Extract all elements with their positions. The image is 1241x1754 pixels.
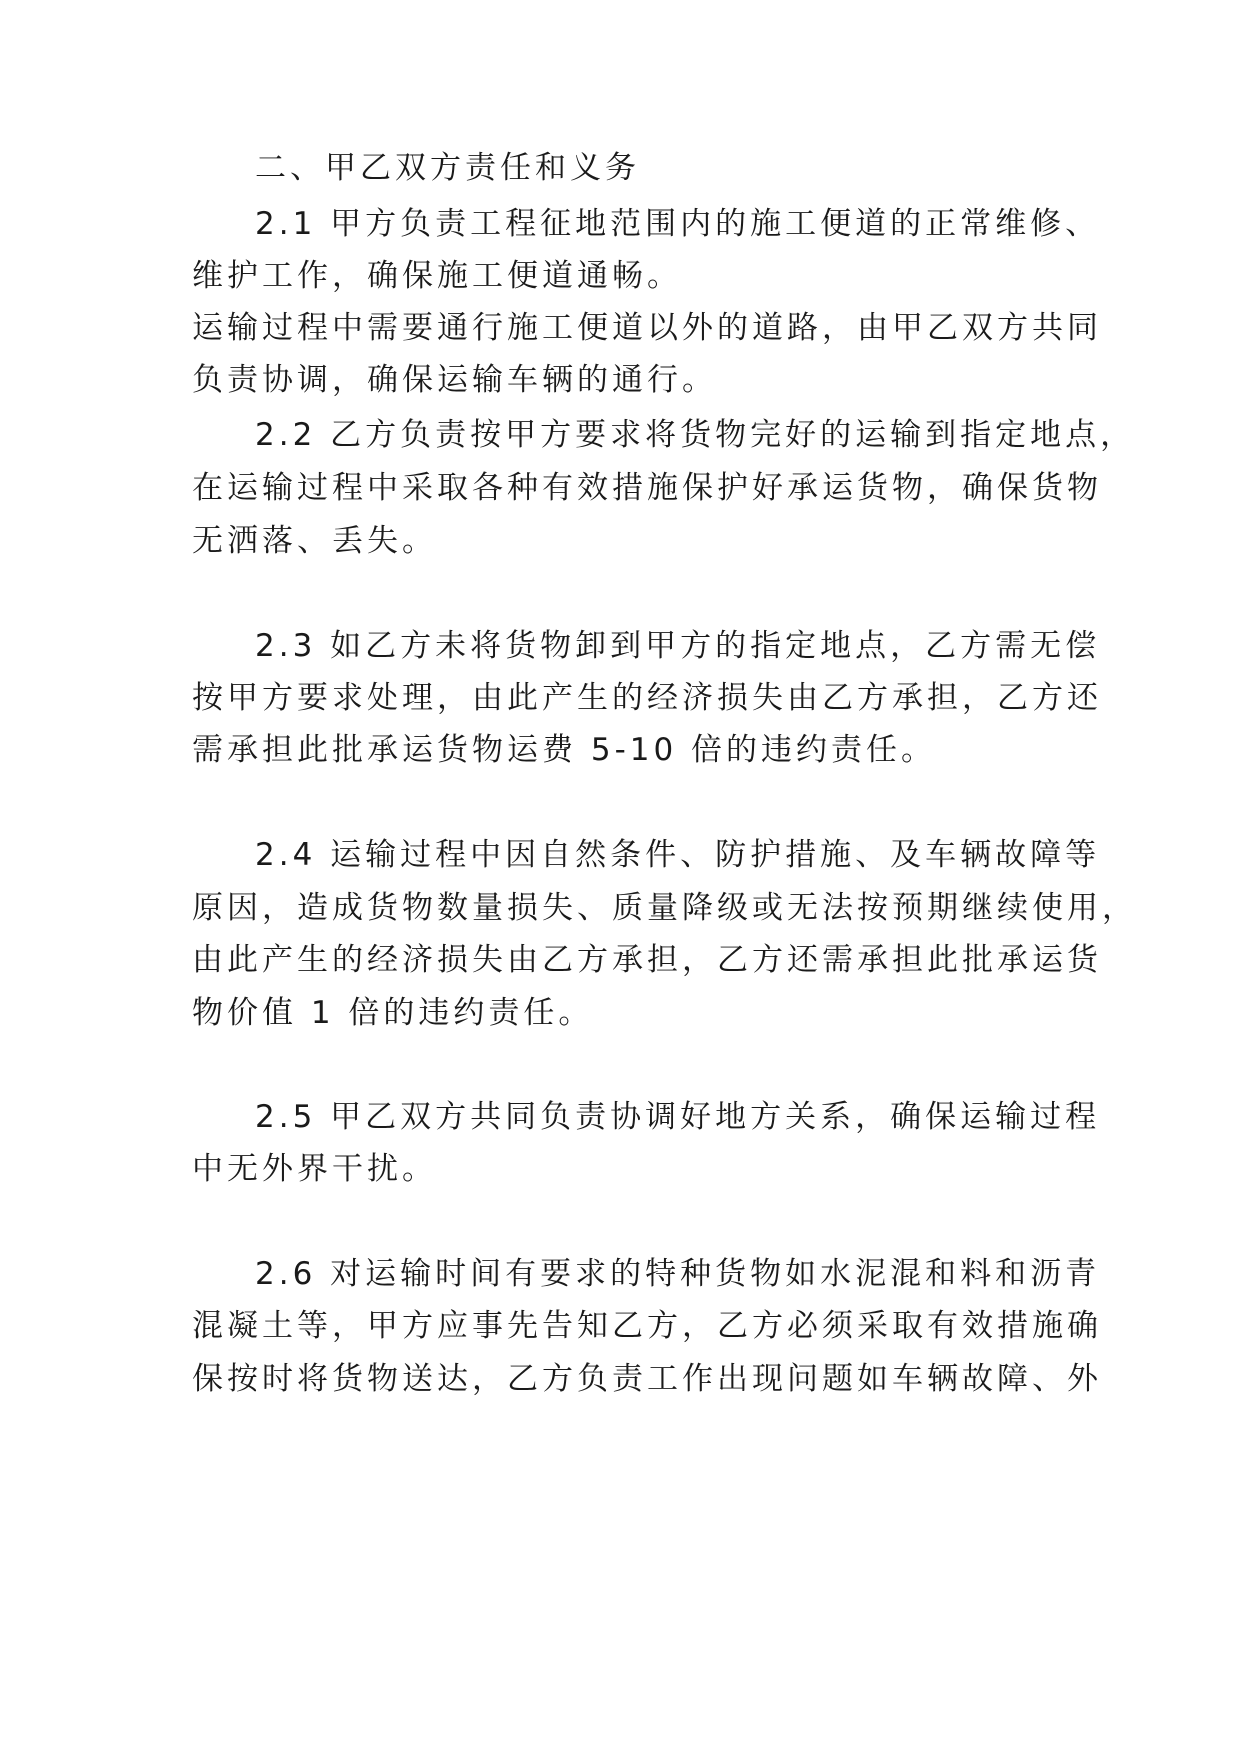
- paragraph-2-6-line-2: 混凝土等，甲方应事先告知乙方，乙方必须采取有效措施确: [192, 1308, 1102, 1344]
- paragraph-2-1-line-1: 2.1 甲方负责工程征地范围内的施工便道的正常维修、: [255, 206, 1101, 242]
- section-heading: 二、甲乙双方责任和义务: [255, 150, 640, 186]
- paragraph-road-line-1: 运输过程中需要通行施工便道以外的道路，由甲乙双方共同: [192, 310, 1102, 346]
- paragraph-2-4-line-3: 由此产生的经济损失由乙方承担，乙方还需承担此批承运货: [192, 942, 1102, 978]
- paragraph-2-2-line-3: 无洒落、丢失。: [192, 523, 437, 559]
- paragraph-2-5-line-2: 中无外界干扰。: [192, 1151, 437, 1187]
- paragraph-2-2-line-1: 2.2 乙方负责按甲方要求将货物完好的运输到指定地点，: [255, 417, 1136, 453]
- paragraph-2-3-line-1: 2.3 如乙方未将货物卸到甲方的指定地点，乙方需无偿: [255, 628, 1101, 664]
- paragraph-2-4-line-2: 原因，造成货物数量损失、质量降级或无法按预期继续使用，: [192, 890, 1137, 926]
- paragraph-2-2-line-2: 在运输过程中采取各种有效措施保护好承运货物，确保货物: [192, 470, 1102, 506]
- paragraph-2-3-line-3: 需承担此批承运货物运费 5-10 倍的违约责任。: [192, 732, 937, 768]
- paragraph-2-4-line-1: 2.4 运输过程中因自然条件、防护措施、及车辆故障等: [255, 837, 1101, 873]
- paragraph-2-1-line-2: 维护工作，确保施工便道通畅。: [192, 258, 682, 294]
- paragraph-2-5-line-1: 2.5 甲乙双方共同负责协调好地方关系，确保运输过程: [255, 1099, 1101, 1135]
- paragraph-2-3-line-2: 按甲方要求处理，由此产生的经济损失由乙方承担，乙方还: [192, 680, 1102, 716]
- paragraph-road-line-2: 负责协调，确保运输车辆的通行。: [192, 362, 717, 398]
- paragraph-2-4-line-4: 物价值 1 倍的违约责任。: [192, 995, 594, 1031]
- paragraph-2-6-line-1: 2.6 对运输时间有要求的特种货物如水泥混和料和沥青: [255, 1256, 1101, 1292]
- paragraph-2-6-line-3: 保按时将货物送达，乙方负责工作出现问题如车辆故障、外: [192, 1361, 1102, 1397]
